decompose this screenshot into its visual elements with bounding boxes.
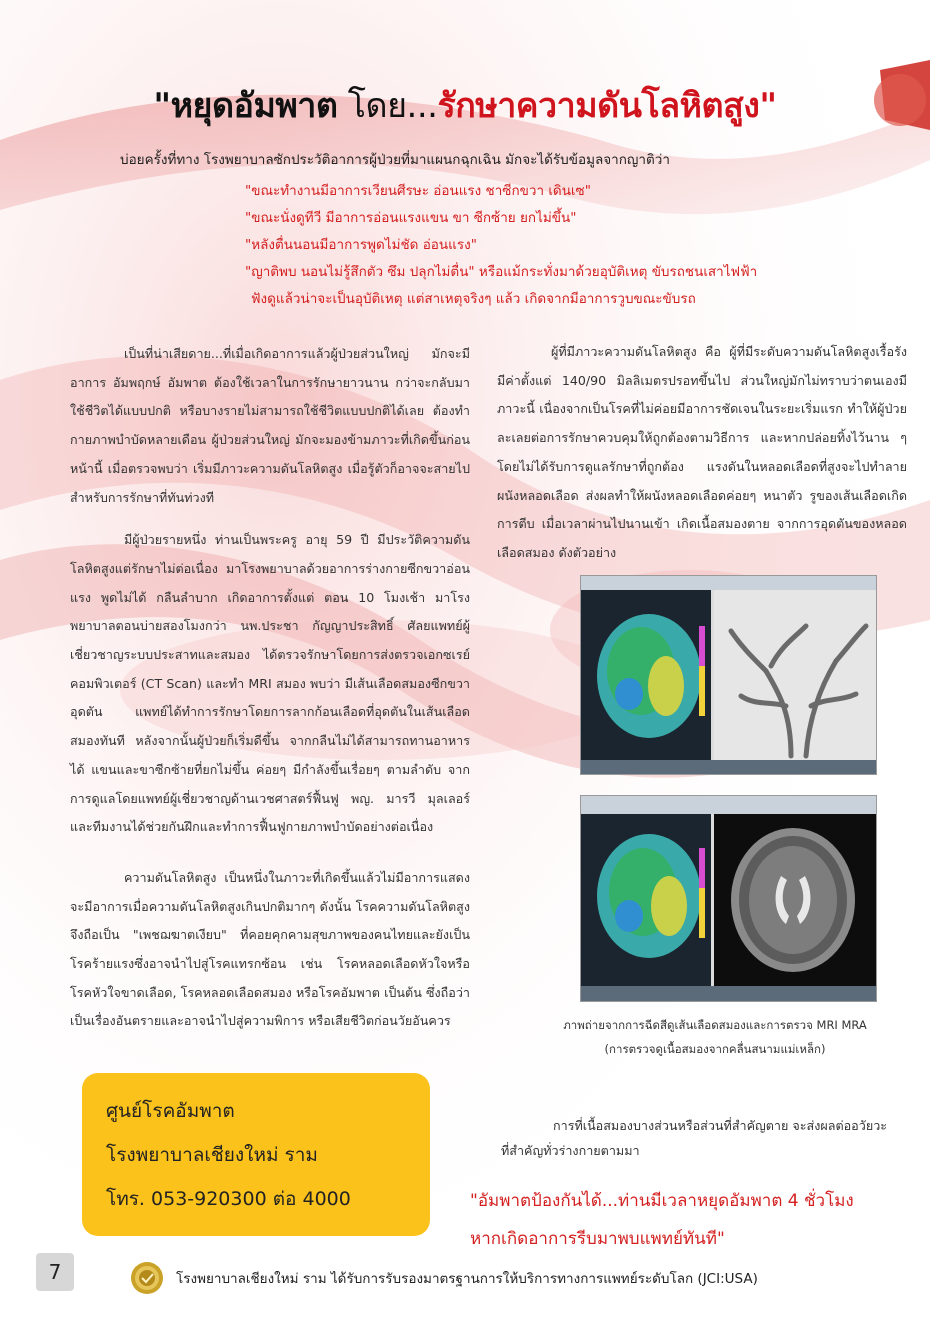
quote-item: "หลังตื่นนอนมีอาการพูดไม่ชัด อ่อนแรง" <box>245 237 477 253</box>
ct-perfusion-angiography-icon <box>581 576 876 774</box>
bottom-line: ที่สำคัญทั่วร่างกายตามมา <box>501 1143 640 1158</box>
footer-text: โรงพยาบาลเชียงใหม่ ราม ได้รับการรับรองมาตรฐานการให้บริการทางการแพทย์ระดับโลก (JCI:USA) <box>176 1271 758 1287</box>
paragraph: เป็นที่น่าเสียดาย...ที่เมื่อเกิดอาการแล้วผู้ป่วยส่วนใหญ่ มักจะมีอาการ อัมพฤกษ์ อัมพาต ต้องใช้เวลาในการรักษายาวนาน กว่าจะกลับมาใช้ชีวิตได้แบบปกติ หรือบางรายไม่สามารถใช้ชีวิตแบบปกติได้เลย ต้องทำกายภาพบำบัดหลายเดือน ผู้ป่วยส่วนใหญ่ มักจะมองข้ามภาวะที่เกิดขึ้นก่อนหน้านี้ เมื่อตรวจพบว่า เริ่มมีภาวะความดันโลหิตสูง เมื่อรู้ตัวก็อาจจะสายไปสำหรับการรักษาที่ทันท่วงที <box>70 346 470 505</box>
paragraph: ความดันโลหิตสูง เป็นหนึ่งในภาวะที่เกิดขึ้นแล้วไม่มีอาการแสดง จะมีอาการเมื่อความดันโลหิตสูงเกินปกติมากๆ ดังนั้น โรคความดันโลหิตสูง จึงถือเป็น "เพชฌฆาตเงียบ" ที่คอยคุกคามสุขภาพของคนไทยและยังเป็นโรคร้ายแรงซึ่งอาจนำไปสู่โรคแทรกซ้อน เช่น โรคหลอดเลือดหัวใจหรือโรคหัวใจขาดเลือด, โรคหลอดเลือดสมอง หรือโรคอัมพาต เป็นต้น ซึ่งถือว่าเป็นเรื่องอันตรายและอาจนำไปสู่ความพิการ หรือเสียชีวิตก่อนวัยอันควร <box>70 869 470 1029</box>
ct-angiography-scan-image <box>580 575 877 775</box>
quote-item: "ขณะทำงานมีอาการเวียนศีรษะ อ่อนแรง ชาซีกขวา เดินเซ" <box>245 183 591 199</box>
contact-center-name: ศูนย์โรคอัมพาต <box>106 1100 235 1122</box>
right-column <box>497 338 907 568</box>
page-title <box>0 78 930 132</box>
paragraph: มีผู้ป่วยรายหนึ่ง ท่านเป็นพระครู อายุ 59 ปี มีประวัติความดันโลหิตสูงแต่รักษาไม่ต่อเนื่อง มาโรงพยาบาลด้วยอาการร่างกายซีกขวาอ่อนแรง พูดไม่ได้ กลืนลำบาก เกิดอาการตั้งแต่ ตอน 10 โมงเช้า มาโรงพยาบาลตอนบ่ายสองโมงกว่า นพ.ประชา กัญญาประสิทธิ์ ศัลยแพทย์ผู้เชี่ยวชาญระบบประสาทและสมอง ได้ตรวจรักษาโดยการส่งตรวจเอกซเรย์คอมพิวเตอร์ (CT Scan) และทำ MRI สมอง พบว่า มีเส้นเลือดสมองซีกขวาอุดตัน แพทย์ได้ทำการรักษาโดยการลากก้อนเลือดที่อุดตันในเส้นเลือดสมองทันที หลังจากนั้นผู้ป่วยก็เริ่มดีขึ้น จากกลืนไม่ได้สามารถทานอาหารได้ แขนและขาซีกซ้ายที่ยกไม่ขึ้น ค่อยๆ มีกำลังขึ้นเรื่อยๆ ตามลำดับ จากการดูแลโดยแพทย์ผู้เชี่ยวชาญด้านเวชศาสตร์ฟื้นฟู พญ. มารวี มุลเลอร์ และทีมงานได้ช่วยกันฝึกและทำการฟื้นฟูกายภาพบำบัดอย่างต่อเนื่อง <box>70 532 470 835</box>
title-part-1: "หยุดอัมพาต <box>153 86 338 126</box>
quote-item: "ขณะนั่งดูทีวี มีอาการอ่อนแรงแขน ขา ซีกซ้าย ยกไม่ขึ้น" <box>245 210 577 226</box>
slogan-line-1: "อัมพาตป้องกันได้...ท่านมีเวลาหยุดอัมพาต 4 ชั่วโมง <box>470 1191 854 1211</box>
slogan-line-2: หากเกิดอาการรีบมาพบแพทย์ทันที" <box>470 1229 725 1249</box>
paragraph: ผู้ที่มีภาวะความดันโลหิตสูง คือ ผู้ที่มีระดับความดันโลหิตสูงเรื้อรัง มีค่าตั้งแต่ 140/90 มิลลิเมตรปรอทขึ้นไป ส่วนใหญ่มักไม่ทราบว่าตนเองมีภาวะนี้ เนื่องจากเป็นโรคที่ไม่ค่อยมีอาการชัดเจนในระยะเริ่มแรก ทำให้ผู้ป่วยละเลยต่อการรักษาควบคุมให้ถูกต้องตามวิธีการ และหากปล่อยทิ้งไว้นาน ๆ โดยไม่ได้รับการดูแลรักษาที่ถูกต้อง แรงดันในหลอดเลือดที่สูงจะไปทำลายผนังหลอดเลือด ส่งผลทำให้ผนังหลอดเลือดค่อยๆ หนาตัว รูของเส้นเลือดเกิดการตีบ เมื่อเวลาผ่านไปนานเข้า เกิดเนื้อสมองตาย จากการอุดตันของหลอดเลือดสมอง ดังตัวอย่าง <box>497 344 907 560</box>
caption-line: (การตรวจดูเนื้อสมองจากคลื่นสนามแม่เหล็ก) <box>604 1042 826 1056</box>
contact-box <box>82 1073 430 1236</box>
contact-phone: โทร. 053-920300 ต่อ 4000 <box>106 1188 351 1210</box>
ct-mri-scan-image <box>580 795 877 1002</box>
jci-medal-icon <box>130 1261 164 1295</box>
quote-item: "ญาติพบ นอนไม่รู้สึกตัว ซึม ปลุกไม่ตื่น" หรือแม้กระทั่งมาด้วยอุบัติเหตุ ขับรถชนเสาไฟฟ้า <box>245 264 758 280</box>
contact-hospital-name: โรงพยาบาลเชียงใหม่ ราม <box>106 1144 318 1166</box>
bottom-line: การที่เนื้อสมองบางส่วนหรือส่วนที่สำคัญตาย จะส่งผลต่ออวัยวะ <box>553 1118 888 1133</box>
title-part-2: โดย... <box>337 86 438 126</box>
image-caption <box>515 1013 915 1061</box>
page-number: 7 <box>36 1253 74 1291</box>
ct-perfusion-mri-icon <box>581 796 876 1001</box>
bottom-paragraph <box>497 1113 907 1163</box>
caption-line: ภาพถ่ายจากการฉีดสีดูเส้นเลือดสมองและการตรวจ MRI MRA <box>563 1018 867 1032</box>
intro-text: บ่อยครั้งที่ทาง โรงพยาบาลซักประวัติอาการผู้ป่วยที่มาแผนกฉุกเฉิน มักจะได้รับข้อมูลจากญาติว่า <box>120 152 670 168</box>
left-column <box>70 340 470 1036</box>
quotes-list <box>245 178 865 313</box>
slogan <box>470 1182 920 1258</box>
title-part-3: รักษาความดันโลหิตสูง" <box>437 86 777 126</box>
footer <box>130 1258 758 1298</box>
quote-item: ฟังดูแล้วน่าจะเป็นอุบัติเหตุ แต่สาเหตุจริงๆ แล้ว เกิดจากมีอาการวูบขณะขับรถ <box>251 291 696 307</box>
